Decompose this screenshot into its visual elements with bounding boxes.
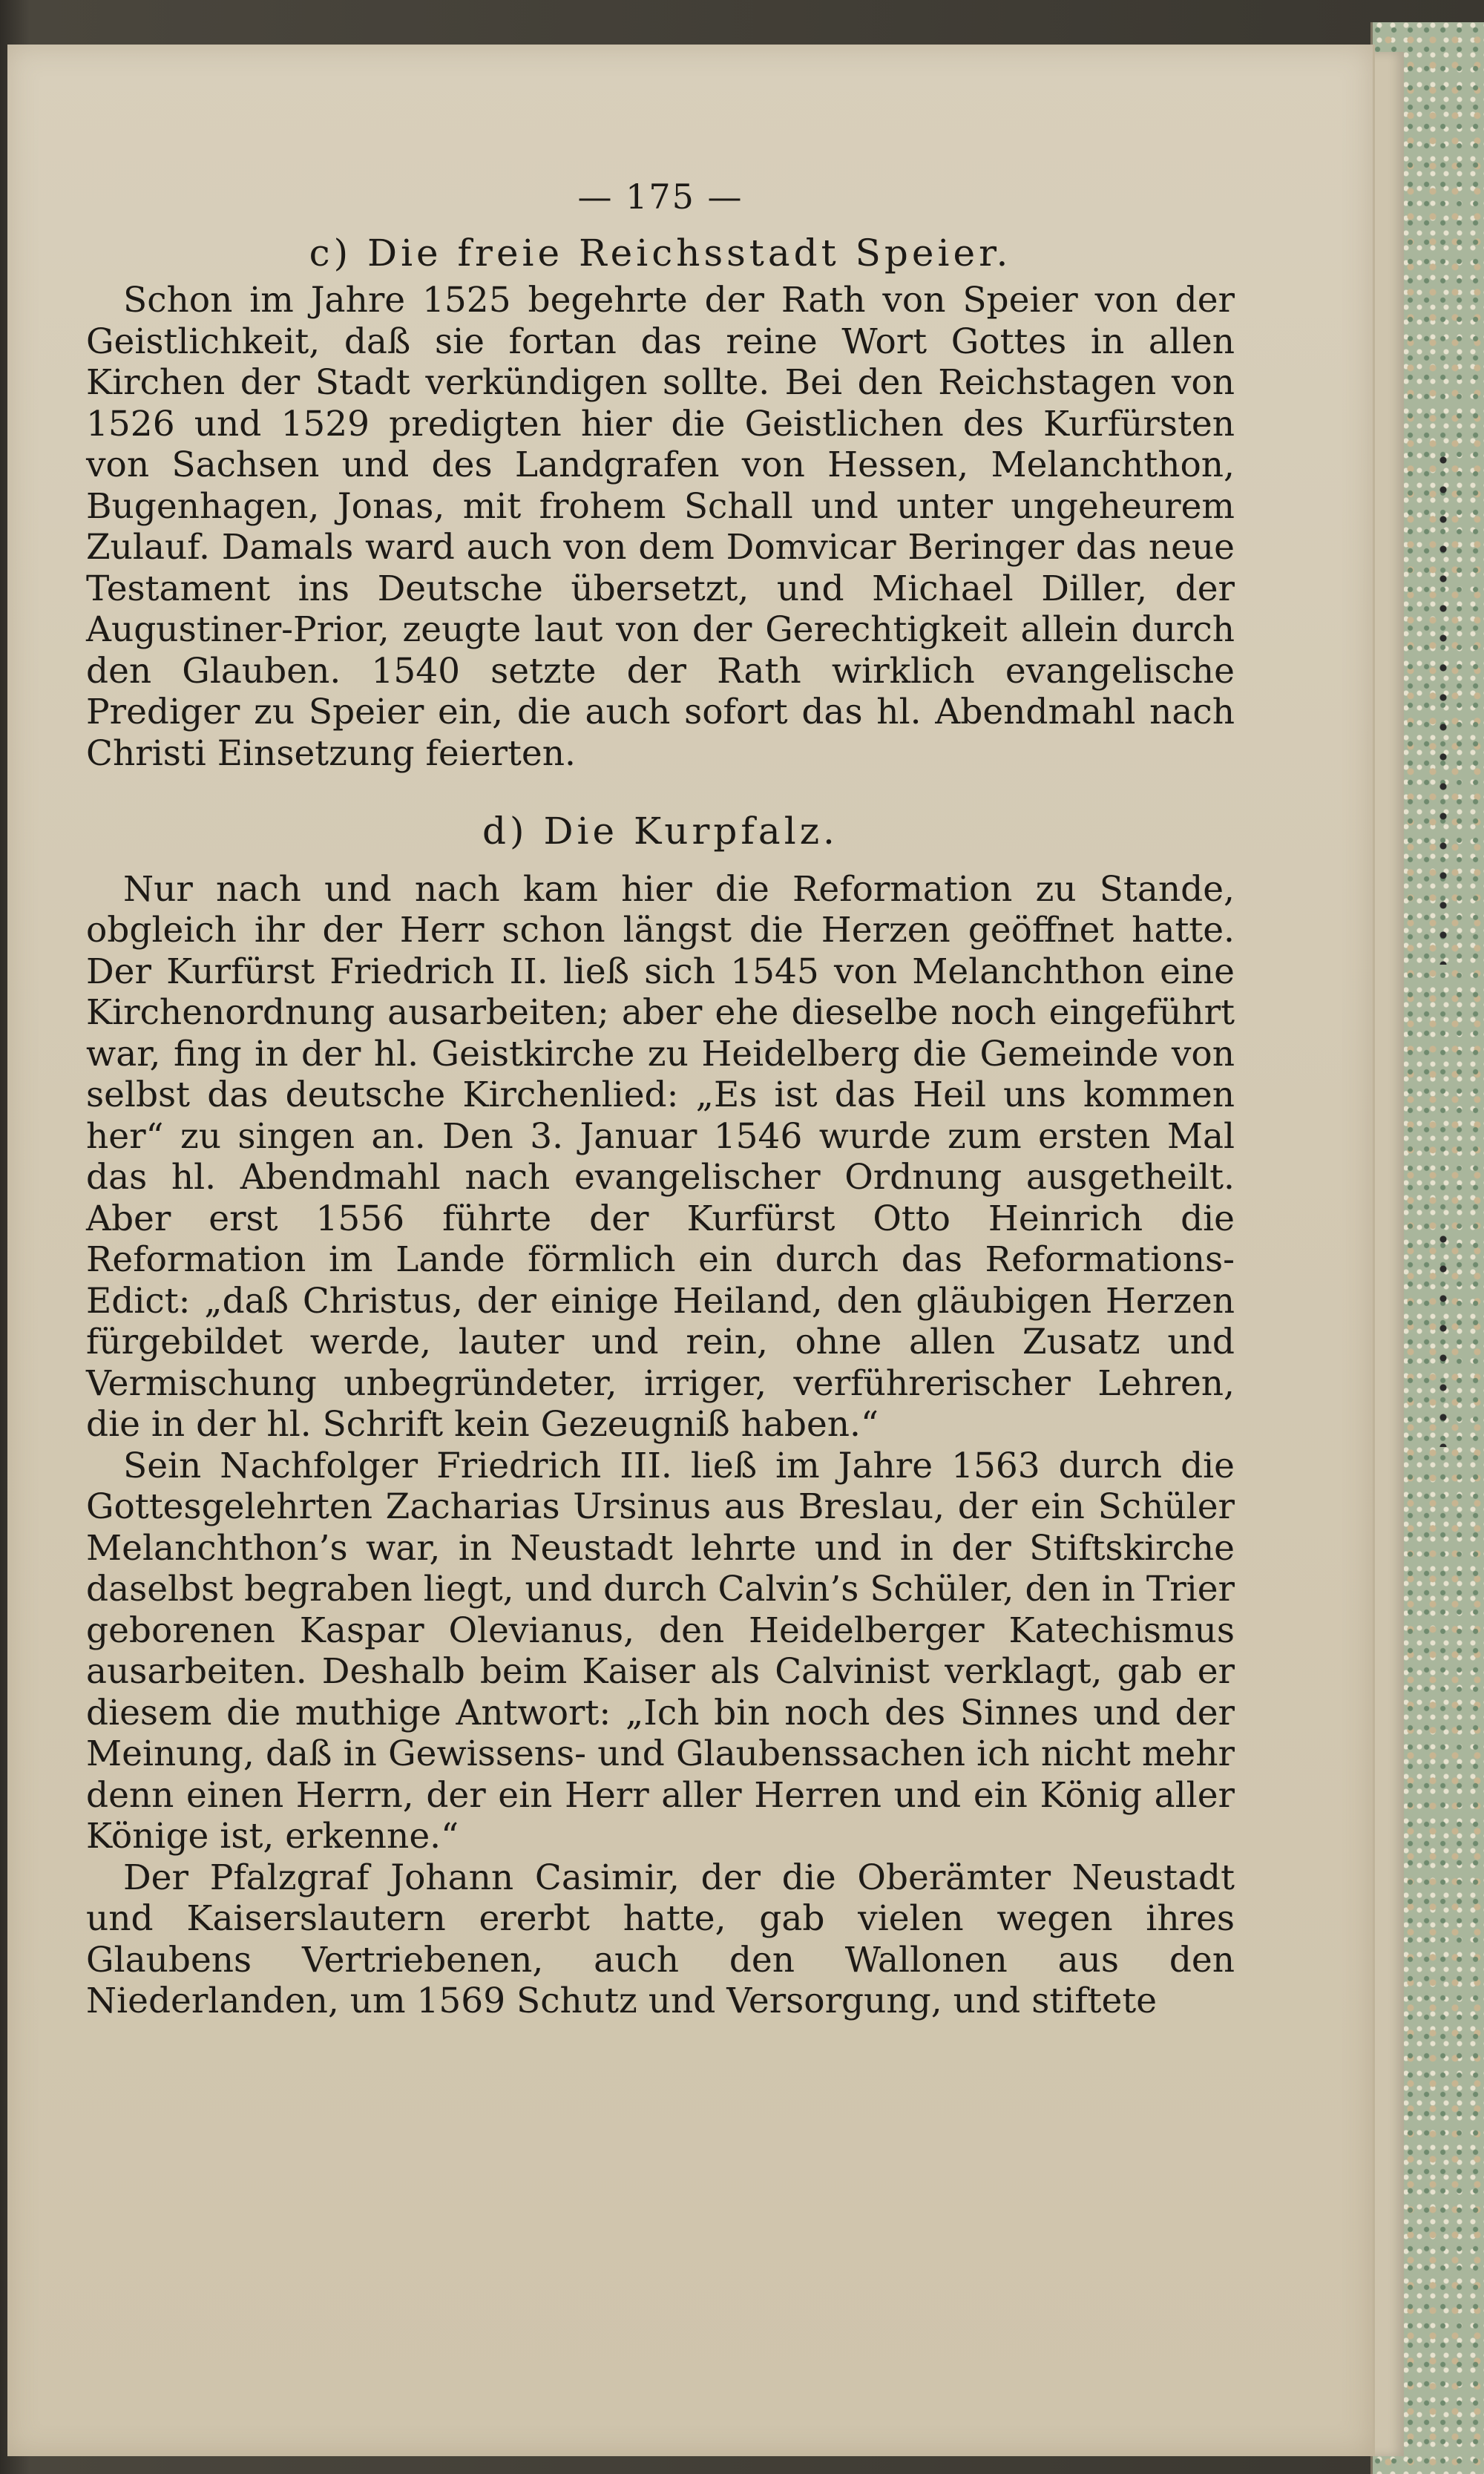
paragraph-speier: Schon im Jahre 1525 begehrte der Rath von Speier von der Geistlichkeit, daß sie fortan das reine Wort Gottes in allen Kirchen der Stadt verkündigen sollte. Bei den Reichstagen von 1526 und 1529 predigten hier die Geistlichen des Kurfürsten von Sachsen und des Landgrafen von Hessen, Melanchthon, Bugenhagen, Jonas, mit frohem Schall und unter ungeheurem Zulauf. Damals ward auch von dem Domvicar Beringer das neue Testament ins Deutsche übersetzt, und Michael Diller, der Augustiner-Prior, zeugte laut von der Gerechtigkeit allein durch den Glauben. 1540 setzte der Rath wirklich evangelische Prediger zu Speier ein, die auch sofort das hl. Abendmahl nach Christi Einsetzung feierten. [86,280,1235,774]
section-heading-speier: c) Die freie Reichsstadt Speier. [309,231,1012,275]
section-heading-kurpfalz: d) Die Kurpfalz. [482,810,838,853]
binding-dots [1439,445,1447,965]
paragraph-kurpfalz-3: Der Pfalzgraf Johann Casimir, der die Oberämter Neustadt und Kaiserslautern ererbt hatte, gab vielen wegen ihres Glaubens Vertriebenen, auch den Wallonen aus den Niederlanden, um 1569 Schutz und Versorgung, und stiftete [86,1857,1235,2021]
page-number: — 175 — [577,177,743,217]
paragraph-kurpfalz-2: Sein Nachfolger Friedrich III. ließ im Jahre 1563 durch die Gottesgelehrten Zacharias Ursinus aus Breslau, der ein Schüler Melanchthon’s war, in Neustadt lehrte und in der Stiftskirche daselbst begraben liegt, und durch Calvin’s Schüler, den in Trier geborenen Kaspar Olevianus, den Heidelberger Katechismus ausarbeiten. Deshalb beim Kaiser als Calvinist verklagt, gab er diesem die muthige Antwort: „Ich bin noch des Sinnes und der Meinung, daß in Gewissens- und Glaubenssachen ich nicht mehr denn einen Herrn, der ein Herr aller Herren und ein König aller Könige ist, erkenne.“ [86,1445,1235,1857]
page-text [86,177,1235,2022]
binding-dots-lower [1439,1224,1447,1447]
paragraph-kurpfalz-1: Nur nach und nach kam hier die Reformation zu Stande, obgleich ihr der Herr schon längst die Herzen geöffnet hatte. Der Kurfürst Friedrich II. ließ sich 1545 von Melanchthon eine Kirchenordnung ausarbeiten; aber ehe dieselbe noch eingeführt war, fing in der hl. Geistkirche zu Heidelberg die Gemeinde von selbst das deutsche Kirchenlied: „Es ist das Heil uns kommen her“ zu singen an. Den 3. Januar 1546 wurde zum ersten Mal das hl. Abendmahl nach evangelischer Ordnung ausgetheilt. Aber erst 1556 führte der Kurfürst Otto Heinrich die Reformation im Lande förmlich ein durch das Reformations-Edict: „daß Christus, der einige Heiland, den gläubigen Herzen fürgebildet werde, lauter und rein, ohne allen Zusatz und Vermischung unbegründeter, irriger, verführerischer Lehren, die in der hl. Schrift kein Gezeugniß haben.“ [86,868,1235,1445]
